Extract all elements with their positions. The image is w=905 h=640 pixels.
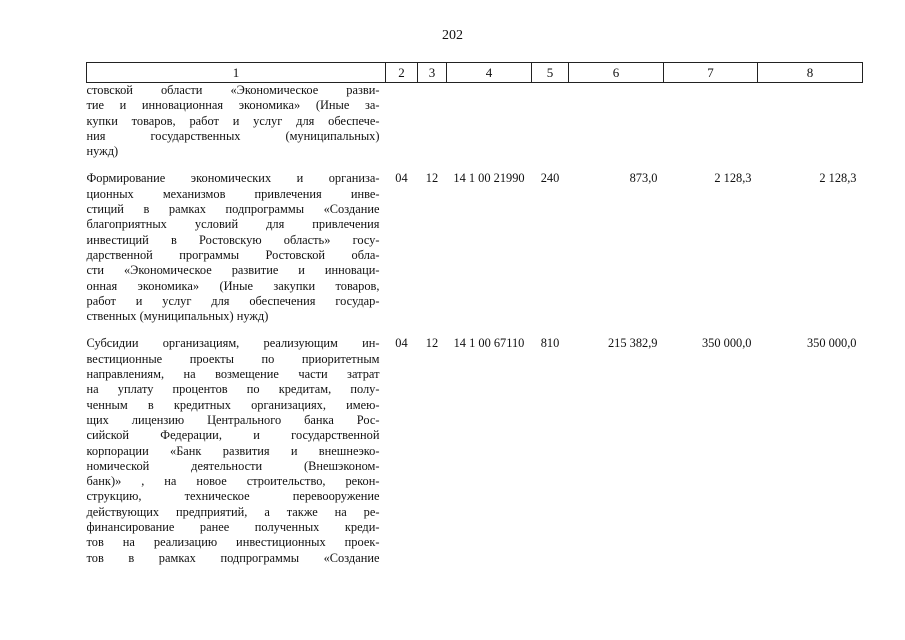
desc-line: ченным в кредитных организациях, имею- — [86, 397, 380, 412]
desc-line: нужд) — [86, 144, 119, 159]
cell-section: 04 — [395, 171, 408, 186]
cell-expense-type — [532, 83, 569, 170]
row-description — [87, 334, 386, 565]
header-col-7: 7 — [664, 63, 758, 83]
cell-amount-col7 — [664, 83, 758, 170]
cell-target-item: 14 1 00 21990 — [453, 171, 525, 186]
desc-line: сийской Федерации, и государственной — [86, 428, 380, 443]
cell-subsection: 12 — [425, 336, 439, 351]
table-row — [87, 334, 863, 565]
desc-line: струкцию, техническое перевооружение — [86, 489, 380, 504]
header-col-3: 3 — [418, 63, 447, 83]
cell-section — [386, 83, 418, 170]
cell-subsection — [418, 83, 447, 170]
desc-line: дарственной программы Ростовской обла- — [86, 247, 380, 262]
desc-line: стиций в рамках подпрограммы «Создание — [86, 202, 380, 217]
desc-line: онная экономика» (Иные закупки товаров, — [86, 278, 380, 293]
desc-line: щих лицензию Центрального банка Рос- — [86, 412, 380, 427]
row-description — [87, 169, 386, 334]
desc-line: ственных (муниципальных) нужд) — [86, 309, 269, 324]
table-body — [87, 83, 863, 566]
desc-line: Субсидии организациям, реализующим ин- — [86, 336, 380, 351]
header-col-2: 2 — [386, 63, 418, 83]
desc-line: на уплату процентов по кредитам, полу- — [86, 382, 380, 397]
desc-line: работ и услуг для обеспечения государ- — [86, 293, 380, 308]
table-row — [87, 169, 863, 334]
desc-line: стовской области «Экономическое разви- — [86, 83, 380, 97]
header-col-5: 5 — [532, 63, 569, 83]
desc-line: сти «Экономическое развитие и инноваци- — [86, 263, 380, 278]
desc-line: тов в рамках подпрограммы «Создание — [86, 550, 380, 565]
row-description — [87, 83, 386, 170]
cell-amount-col7: 2 128,3 — [714, 171, 752, 186]
cell-expense-type: 810 — [540, 336, 560, 351]
desc-line: вестиционные проекты по приоритетным — [86, 351, 380, 366]
desc-line: действующих предприятий, а также на ре- — [86, 504, 380, 519]
cell-section: 04 — [395, 336, 408, 351]
desc-line: ния государственных (муниципальных) — [86, 128, 380, 143]
desc-line: номической деятельности (Внешэконом- — [86, 458, 380, 473]
desc-line: банк)» , на новое строительство, рекон- — [86, 474, 380, 489]
table-row — [87, 83, 863, 170]
desc-line: Формирование экономических и организа- — [86, 171, 380, 186]
cell-amount-col7: 350 000,0 — [701, 336, 752, 351]
table-header — [87, 63, 863, 83]
cell-expense-type: 240 — [540, 171, 560, 186]
header-col-6: 6 — [569, 63, 664, 83]
budget-table — [86, 62, 863, 566]
desc-line: финансирование ранее полученных креди- — [86, 520, 380, 535]
cell-target-item — [447, 83, 532, 170]
header-col-8: 8 — [758, 63, 863, 83]
desc-line: инвестиций в Ростовскую область» госу- — [86, 232, 380, 247]
cell-subsection: 12 — [425, 171, 439, 186]
desc-line: тов на реализацию инвестиционных проек- — [86, 535, 380, 550]
desc-line: благоприятных условий для привлечения — [86, 217, 380, 232]
header-col-4: 4 — [447, 63, 532, 83]
desc-line: направлениям, на возмещение части затрат — [86, 367, 380, 382]
page-number: 202 — [442, 28, 463, 43]
cell-amount-col6: 215 382,9 — [607, 336, 658, 351]
desc-line: ционных механизмов привлечения инве- — [86, 186, 380, 201]
desc-line: тие и инновационная экономика» (Иные за- — [86, 98, 380, 113]
cell-amount-col6: 873,0 — [629, 171, 658, 186]
cell-amount-col8 — [758, 83, 863, 170]
header-col-1: 1 — [87, 63, 386, 83]
desc-line: купки товаров, работ и услуг для обеспече- — [86, 113, 380, 128]
cell-amount-col6 — [569, 83, 664, 170]
cell-amount-col8: 2 128,3 — [819, 171, 857, 186]
cell-amount-col8: 350 000,0 — [806, 336, 857, 351]
cell-target-item: 14 1 00 67110 — [453, 336, 525, 351]
desc-line: корпорации «Банк развития и внешнеэко- — [86, 443, 380, 458]
header-row — [87, 63, 863, 83]
